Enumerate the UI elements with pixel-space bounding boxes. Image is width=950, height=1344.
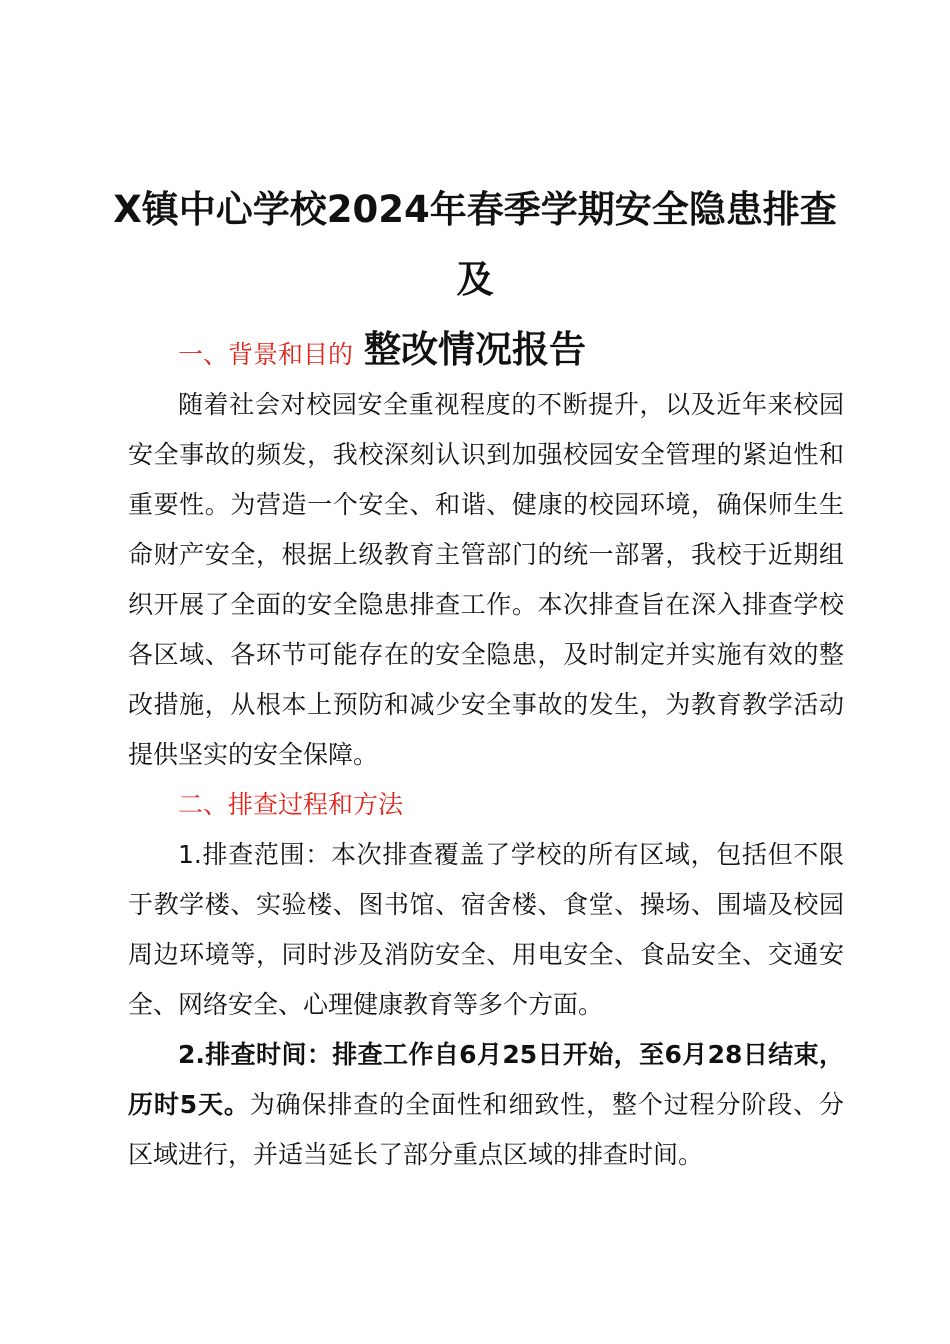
section-heading-process: 二、排查过程和方法 (178, 790, 404, 819)
time-paragraph-bold: 2.排查时间：排查工作自6月25日开始，至6月28日结束，历时5天。 (128, 1040, 844, 1119)
title-line-1: X镇中心学校2024年春季学期安全隐患排查及 (113, 188, 837, 301)
time-paragraph (128, 1030, 844, 1180)
title-line-2: 整改情况报告 (364, 328, 586, 371)
section-heading-background: 一、背景和目的 (178, 340, 354, 369)
time-paragraph-normal: 为确保排查的全面性和细致性，整个过程分阶段、分区域进行，并适当延长了部分重点区域的排查时间。 (128, 1090, 844, 1169)
background-paragraph: 随着社会对校园安全重视程度的不断提升，以及近年来校园安全事故的频发，我校深刻认识到加强校园安全管理的紧迫性和重要性。为营造一个安全、和谐、健康的校园环境，确保师生生命财产安全，根据上级教育主管部门的统一部署，我校于近期组织开展了全面的安全隐患排查工作。本次排查旨在深入排查学校各区域、各环节可能存在的安全隐患，及时制定并实施有效的整改措施，从根本上预防和减少安全事故的发生，为教育教学活动提供坚实的安全保障。 (128, 390, 844, 769)
document-body (128, 330, 844, 1180)
scope-paragraph: 1.排查范围：本次排查覆盖了学校的所有区域，包括但不限于教学楼、实验楼、图书馆、宿舍楼、食堂、操场、围墙及校园周边环境等，同时涉及消防安全、用电安全、食品安全、交通安全、网络安全、心理健康教育等多个方面。 (128, 840, 844, 1019)
